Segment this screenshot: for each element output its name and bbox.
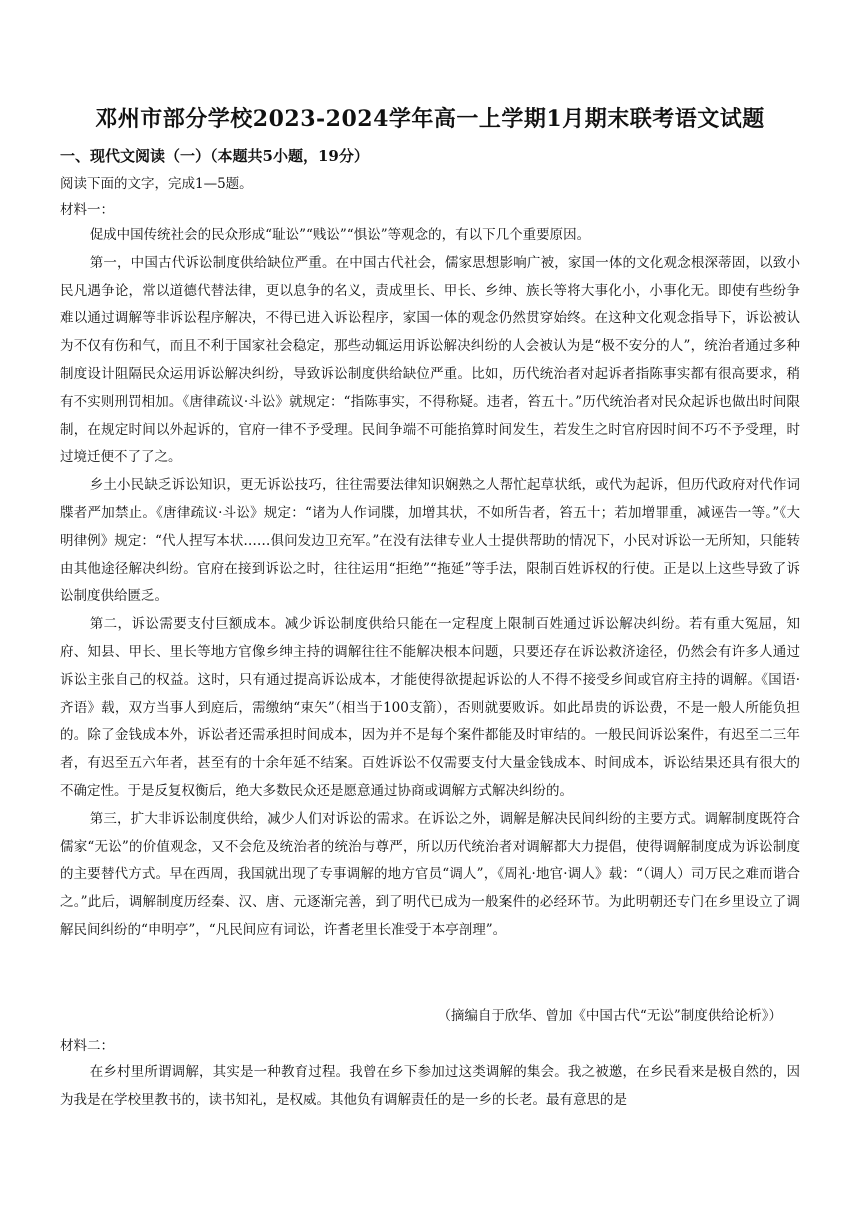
material2-paragraph: 在乡村里所谓调解，其实是一种教育过程。我曾在乡下参加过这类调解的集会。我之被邀，在乡民看来是极自然的，因为我是在学校里教书的，读书知礼，是权威。其他负有调解责任的是一乡的长老。最有意思的是: [60, 1064, 800, 1108]
reading-instruction: 阅读下面的文字，完成1—5题。: [60, 176, 253, 192]
material1-label: 材料一：: [60, 202, 114, 218]
material1-paragraph: 促成中国传统社会的民众形成“耻讼”“贱讼”“惧讼”等观念的，有以下几个重要原因。: [89, 227, 591, 243]
document-title: 邓州市部分学校2023-2024学年高一上学期1月期末联考语文试题: [95, 106, 765, 132]
material1-paragraph: 乡土小民缺乏诉讼知识，更无诉讼技巧，往往需要法律知识娴熟之人帮忙起草状纸，或代为起诉，但历代政府对代作词牒者严加禁止。《唐律疏议·斗讼》规定：“诸为人作词牒，加增其状，不如所告者，笞五十；若加增罪重，减诬告一等。”《大明律例》规定：“代人捏写本状……俱问发边卫充军。”在没有法律专业人士提供帮助的情况下，小民对诉讼一无所知，只能转由其他途径解决纠纷。官府在接到诉讼之时，往往运用“拒绝”“拖延”等手法，限制百姓诉权的行使。正是以上这些导致了诉讼制度供给匮乏。: [60, 477, 800, 605]
material1-body: [60, 222, 800, 945]
material1-paragraph: 第二，诉讼需要支付巨额成本。减少诉讼制度供给只能在一定程度上限制百姓通过诉讼解决纠纷。若有重大冤屈，知府、知县、甲长、里长等地方官像乡绅主持的调解往往不能解决根本问题，只要还存在诉讼救济途径，仍然会有许多人通过诉讼主张自己的权益。这时，只有通过提高诉讼成本，才能使得欲提起诉讼的人不得不接受乡间或官府主持的调解。《国语·齐语》载，双方当事人到庭后，需缴纳“束矢”（相当于100支箭），否则就要败诉。如此昂贵的诉讼费，不是一般人所能负担的。除了金钱成本外，诉讼者还需承担时间成本，因为并不是每个案件都能及时审结的。一般民间诉讼案件，有迟至二三年者，有迟至五六年者，甚至有的十余年延不结案。百姓诉讼不仅需要支付大量金钱成本、时间成本，诉讼结果还具有很大的不确定性。于是反复权衡后，绝大多数民众还是愿意通过协商或调解方式解决纠纷的。: [60, 616, 800, 799]
material1-source: （摘编自于欣华、曾加《中国古代“无讼”制度供给论析》）: [437, 1008, 782, 1024]
material1-paragraph: 第三，扩大非诉讼制度供给，减少人们对诉讼的需求。在诉讼之外，调解是解决民间纠纷的主要方式。调解制度既符合儒家“无讼”的价值观念，又不会危及统治者的统治与尊严，所以历代统治者对调解都大力提倡，使得调解制度成为诉讼制度的主要替代方式。早在西周，我国就出现了专事调解的地方官员“调人”，《周礼·地官·调人》载：“（调人）司万民之难而谐合之。”此后，调解制度历经秦、汉、唐、元逐渐完善，到了明代已成为一般案件的必经环节。为此明朝还专门在乡里设立了调解民间纠纷的“申明亭”，“凡民间应有词讼，许耆老里长准受于本亭剖理”。: [60, 810, 800, 938]
section-heading: 一、现代文阅读（一）（本题共5小题，19分）: [60, 147, 369, 165]
material2-body: [60, 1058, 800, 1114]
material2-label: 材料二：: [60, 1038, 114, 1054]
material1-paragraph: 第一，中国古代诉讼制度供给缺位严重。在中国古代社会，儒家思想影响广被，家国一体的文化观念根深蒂固，以致小民凡遇争论，常以道德代替法律，更以息争的名义，责成里长、甲长、乡绅、族长等将大事化小，小事化无。即使有些纷争难以通过调解等非诉讼程序解决，不得已进入诉讼程序，家国一体的观念仍然贯穿始终。在这种文化观念指导下，诉讼被认为不仅有伤和气，而且不利于国家社会稳定，那些动辄运用诉讼解决纠纷的人会被认为是“极不安分的人”，统治者通过多种制度设计阻隔民众运用诉讼解决纠纷，导致诉讼制度供给缺位严重。比如，历代统治者对起诉者指陈事实都有很高要求，稍有不实则刑罚相加。《唐律疏议·斗讼》就规定：“指陈事实，不得称疑。违者，笞五十。”历代统治者对民众起诉也做出时间限制，在规定时间以外起诉的，官府一律不予受理。民间争端不可能掐算时间发生，若发生之时官府因时间不巧不予受理，时过境迁便不了了之。: [60, 254, 800, 466]
